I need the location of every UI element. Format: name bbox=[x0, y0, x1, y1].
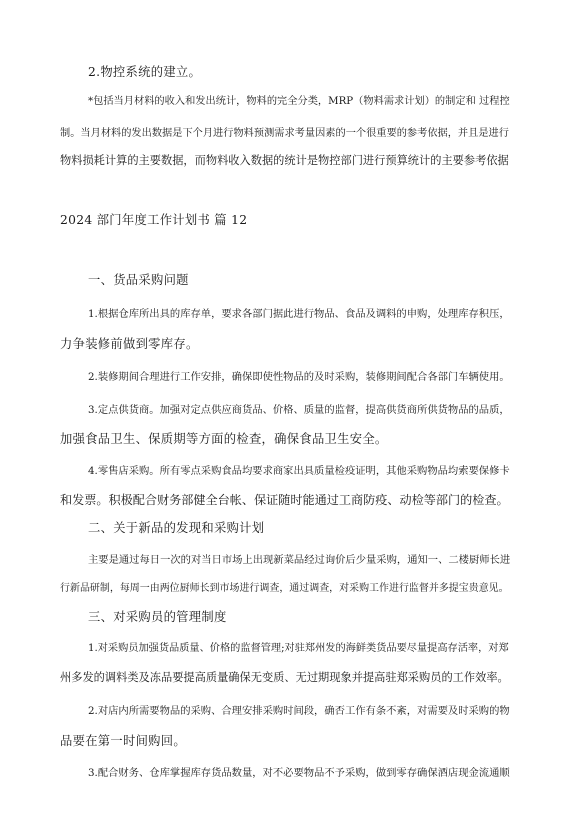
article-title: 2024 部门年度工作计划书 篇 12 bbox=[60, 213, 248, 227]
paragraph-line: 1.根据仓库所出具的库存单，要求各部门据此进行物品、食品及调料的申购，处理库存积压， bbox=[88, 308, 510, 320]
section-heading-1: 一、货品采购问题 bbox=[88, 273, 189, 287]
paragraph-line: 品要在第一时间购回。 bbox=[60, 734, 186, 748]
paragraph-line: 行新品研制，每周一由两位厨师长到市场进行调查，通过调查，对采购工作进行监督并多提宝贵意见。 bbox=[60, 583, 509, 594]
section-heading-3: 三、对采购员的管理制度 bbox=[88, 610, 227, 624]
paragraph-line: 3.定点供货商。加强对定点供应商货品、价格、质量的监督，提高供货商所供货物品的品质， bbox=[88, 404, 510, 416]
paragraph-line: 和发票。积极配合财务部健全台帐、保证随时能通过工商防疫、动检等部门的检查。 bbox=[60, 493, 509, 507]
paragraph-line: 力争装修前做到零库存。 bbox=[60, 337, 199, 351]
paragraph-line: 2.对店内所需要物品的采购、合理安排采购时间段，确否工作有条不紊，对需要及时采购的物 bbox=[88, 705, 510, 717]
paragraph-line: 2.装修期间合理进行工作安排，确保即使性物品的及时采购，装修期间配合各部门车辆使用。 bbox=[88, 371, 510, 383]
paragraph-line: 1.对采购员加强货品质量、价格的监督管理;对驻郑州发的海鲜类货品要尽量提高存活率，对郑 bbox=[88, 643, 509, 654]
paragraph-line: 加强食品卫生、保质期等方面的检查，确保食品卫生安全。 bbox=[60, 432, 388, 446]
paragraph-line: 州多发的调料类及冻品要提高质量确保无变质、无过期现象并提高驻郑采购员的工作效率。 bbox=[60, 671, 509, 684]
paragraph-line: 制。当月材料的发出数据是下个月进行物料预测需求考量因素的一个很重要的参考依据，并且是进行 bbox=[60, 128, 509, 139]
section-heading-2: 二、关于新品的发现和采购计划 bbox=[88, 521, 265, 535]
paragraph-line: 物料损耗计算的主要数据，而物料收入数据的统计是物控部门进行预算统计的主要参考依据 bbox=[60, 154, 509, 167]
paragraph-line: *包括当月材料的收入和发出统计，物料的完全分类，MRP（物料需求计划）的制定和 过程控 bbox=[88, 96, 510, 107]
paragraph-line: 3.配合财务、仓库掌握库存货品数量，对不必要物品不予采购，做到零存确保酒店现金流通顺 bbox=[88, 767, 510, 779]
subsection-title: 2.物控系统的建立。 bbox=[88, 65, 202, 79]
paragraph-line: 主要是通过每日一次的对当日市场上出现新菜品经过询价后少量采购，通知一、二楼厨师长进 bbox=[88, 554, 511, 566]
paragraph-line: 4.零售店采购。所有零点采购食品均要求商家出具质量检疫证明，其他采购物品均索要保修卡 bbox=[88, 465, 510, 477]
